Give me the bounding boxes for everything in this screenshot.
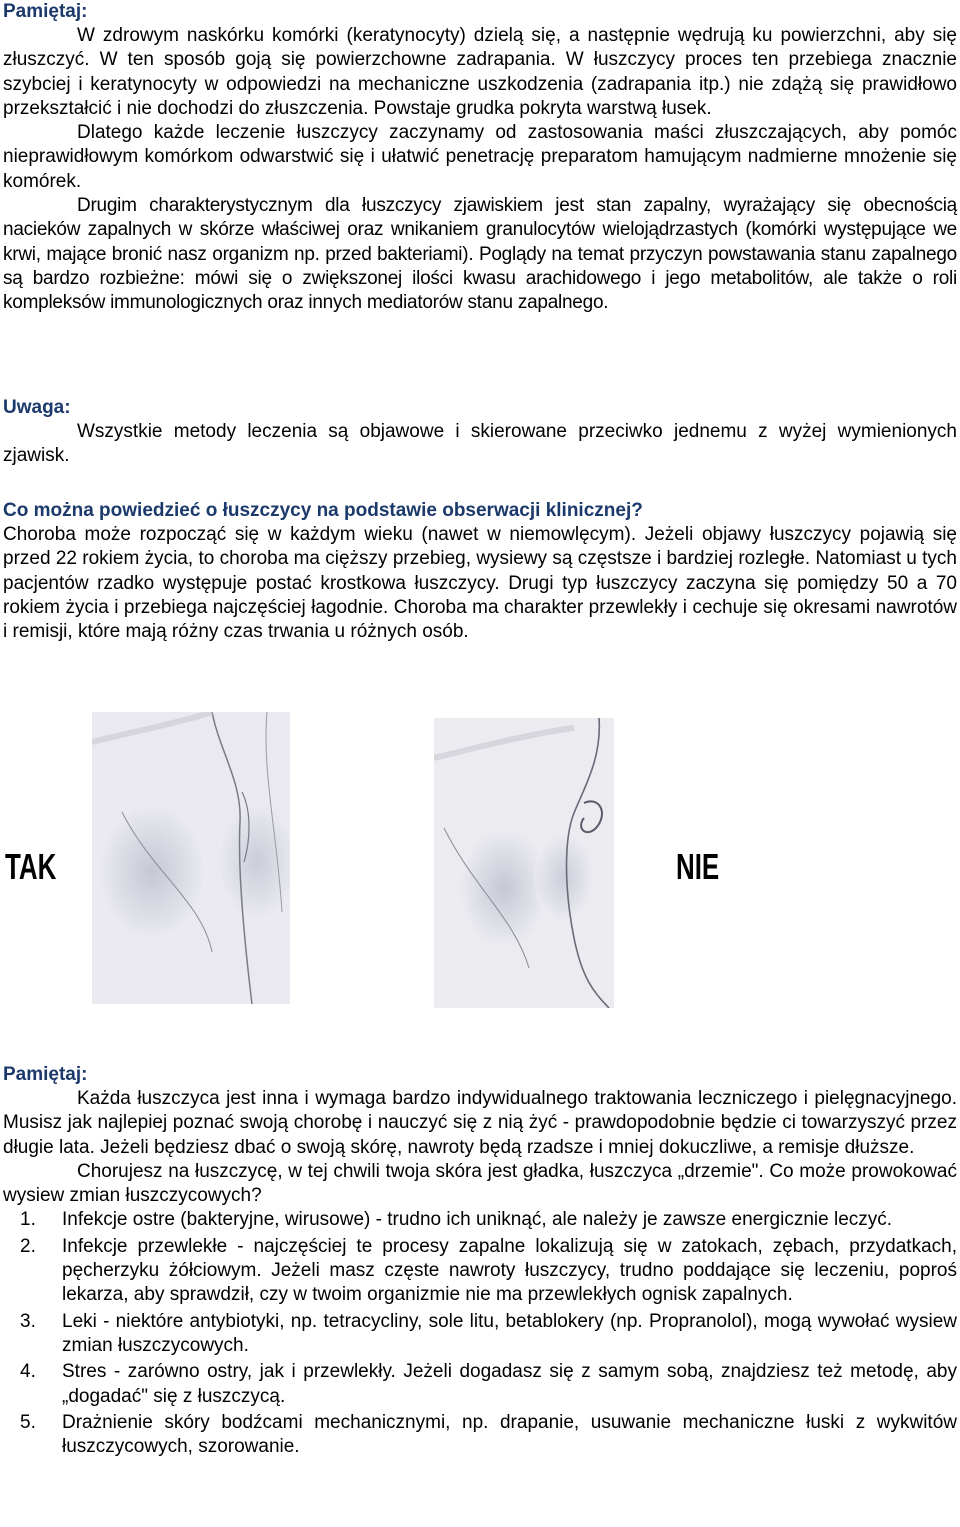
list-number: 4. — [20, 1361, 36, 1383]
section-heading: Pamiętaj: — [3, 1064, 88, 1085]
section-clinical — [3, 499, 957, 644]
figure-label-no: NIE — [676, 846, 720, 887]
list-text: Drażnienie skóry bodźcami mechanicznymi, np. drapanie, usuwanie mechaniczne łuski z wykwitów łuszczycowych, szorowanie. — [62, 1411, 957, 1458]
section-remember-2 — [3, 1063, 957, 1459]
list-number: 1. — [20, 1209, 36, 1231]
sketch-correct-figure — [92, 712, 290, 1004]
list-item — [3, 1310, 957, 1359]
list-item — [3, 1208, 957, 1232]
list-text: Leki - niektóre antybiotyki, np. tetracycliny, sole litu, betablokery (np. Propranolol), mogą wywołać wysiew zmian łuszczycowych. — [62, 1310, 957, 1356]
section-note — [3, 396, 957, 469]
section-heading: Pamiętaj: — [3, 1, 88, 22]
trigger-list — [3, 1208, 957, 1459]
section-heading: Uwaga: — [3, 397, 71, 418]
list-text: Infekcje przewlekłe - najczęściej te procesy zapalne lokalizują się w zatokach, zębach, przydatkach, pęcherzyku żółciowym. Jeżeli masz częste nawroty łuszczycy, trudno poddające się leczeniu, poproś lekarza, aby sprawdził, czy w twoim organizmie nie ma przewlekłych ognisk zapalnych. — [62, 1235, 957, 1306]
list-item — [3, 1411, 957, 1460]
list-text: Stres - zarówno ostry, jak i przewlekły. Jeżeli dogadasz się z samym sobą, znajdziesz też metodę, aby „dogadać" się z łuszczycą. — [62, 1361, 957, 1407]
figure-label-yes: TAK — [5, 846, 57, 887]
paragraph: Wszystkie metody leczenia są objawowe i skierowane przeciwko jednemu z wyżej wymienionych zjawisk. — [3, 421, 957, 467]
paragraph: W zdrowym naskórku komórki (keratynocyty) dzielą się, a następnie wędrują ku powierzchni, aby się złuszczyć. W ten sposób goją się powierzchowne zadrapania. W łuszczycy proces ten przebiega znacznie szybciej i keratynocyty w odpowiedzi na mechaniczne uszkodzenia (zadrapania itp.) nie zdążą się prawidłowo przekształcić i nie dochodzi do złuszczenia. Powstaje grudka pokryta warstwą łusek. — [3, 25, 957, 119]
sketch-incorrect-figure — [434, 718, 614, 1008]
paragraph: Choroba może rozpocząć się w każdym wieku (nawet w niemowlęcym). Jeżeli objawy łuszczycy pojawią się przed 22 rokiem życia, to choroba ma cięższy przebieg, wysiewy są częstsze i bardziej rozległe. Natomiast u tych pacjentów rzadko występuje postać krostkowa łuszczycy. Drugi typ łuszczycy zaczyna się pomiędzy 50 a 70 rokiem życia i przebiega najczęściej łagodnie. Choroba ma charakter przewlekły i cechuje się okresami nawrotów i remisji, które mają różny czas trwania u różnych osób. — [3, 524, 957, 643]
list-number: 2. — [20, 1235, 36, 1257]
paragraph: Drugim charakterystycznym dla łuszczycy zjawiskiem jest stan zapalny, wyrażający się obecnością nacieków zapalnych w skórze właściwej oraz wnikaniem granulocytów wielojądrzastych (komórki występujące we krwi, mające bronić nasz organizm np. przed bakteriami). Poglądy na temat przyczyn powstawania stanu zapalnego są bardzo rozbieżne: mówi się o zwiększonej ilości kwasu arachidowego i jego metabolitów, ale także o roli kompleksów immunologicznych oraz innych mediatorów stanu zapalnego. — [3, 195, 957, 314]
list-text: Infekcje ostre (bakteryjne, wirusowe) - trudno ich uniknąć, ale należy je zawsze energicznie leczyć. — [62, 1209, 893, 1231]
comparison-figures — [0, 708, 960, 1008]
paragraph: Każda łuszczyca jest inna i wymaga bardzo indywidualnego traktowania leczniczego i pielęgnacyjnego. Musisz jak najlepiej poznać swoją chorobę i nauczyć się z nią żyć - prawdopodobnie będzie ci towarzyszyć przez długie lata. Jeżeli będziesz dbać o swoją skórę, nawroty będą rzadsze i mniej dokuczliwe, a remisje dłuższe. — [3, 1088, 957, 1158]
list-number: 3. — [20, 1310, 36, 1332]
paragraph: Dlatego każde leczenie łuszczycy zaczynamy od zastosowania maści złuszczających, aby pomóc nieprawidłowym komórkom odwarstwić się i ułatwić penetrację preparatom hamującym nadmierne mnożenie się komórek. — [3, 122, 957, 192]
list-item — [3, 1360, 957, 1409]
section-remember-1 — [3, 0, 957, 316]
paragraph: Chorujesz na łuszczycę, w tej chwili twoja skóra jest gładka, łuszczyca „drzemie". Co może prowokować wysiew zmian łuszczycowych? — [3, 1160, 957, 1207]
list-number: 5. — [20, 1411, 36, 1433]
list-item — [3, 1235, 957, 1308]
section-heading: Co można powiedzieć o łuszczycy na podstawie obserwacji klinicznej? — [3, 500, 643, 521]
